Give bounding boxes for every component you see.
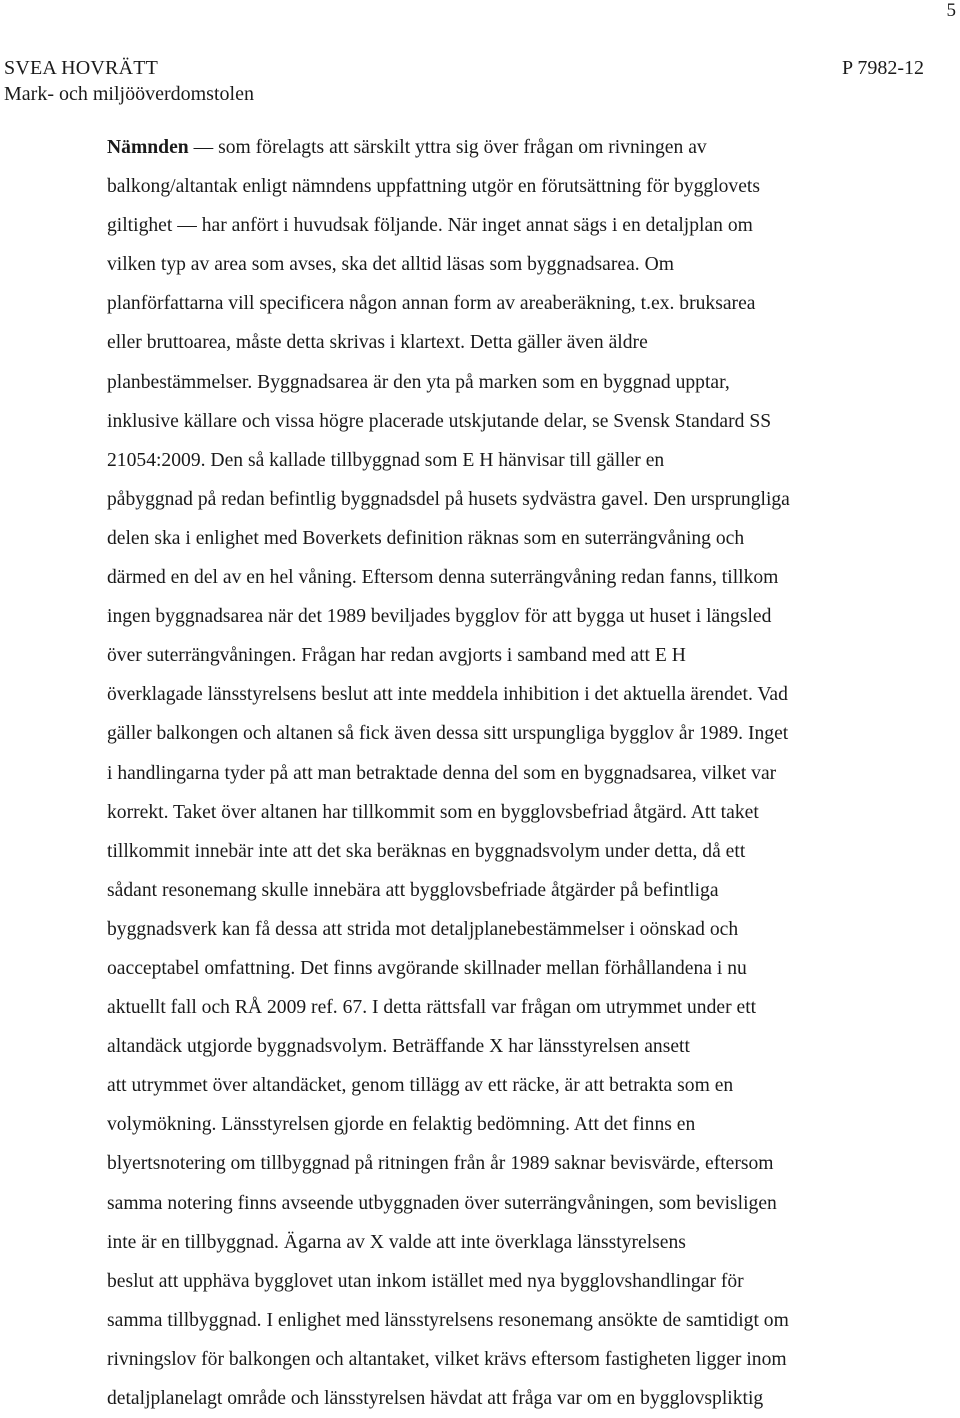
paragraph-text: — som förelagts att särskilt yttra sig över frågan om rivningen av balkong/altantak enligt nämndens uppfattning utgör en förutsättning för bygglovets giltighet — har anfört i huvudsak följande. När inget annat sägs i en detaljplan om vilken typ av area som avses, ska det alltid läsas som byggnadsarea. Om planförfattarna vill specificera någon annan form av areaberäkning, t.ex. bruksarea eller bruttoarea, måste detta skrivas i klartext. Detta gäller även äldre planbestämmelser. Byggnadsarea är den yta på marken som en byggnad upptar, inklusive källare och vissa högre placerade utskjutande delar, se Svensk Standard SS 21054:2009. Den så kallade tillbyggnad som E H hänvisar till gäller en påbyggnad på redan befintlig byggnadsdel på husets sydvästra gavel. Den ursprungliga delen ska i enlighet med Boverkets definition räknas som en suterrängvåning och därmed en del av en hel våning. Eftersom denna suterrängvåning redan fanns, tillkom ingen byggnadsarea när det 1989 beviljades bygglov för att bygga ut huset i längsled över suterrängvåningen. Frågan har redan avgjorts i samband med att E H överklagade länsstyrelsens beslut att inte meddela inhibition i det aktuella ärendet. Vad gäller balkongen och altanen så fick även dessa sitt urspungliga bygglov år 1989. Inget i handlingarna tyder på att man betraktade denna del som en byggnadsarea, vilket var korrekt. Taket över altanen har tillkommit som en bygglovsbefriad åtgärd. Att taket tillkommit innebär inte att det ska beräknas en byggnadsvolym under detta, då ett sådant resonemang skulle innebära att bygglovsbefriade åtgärder på befintliga byggnadsverk kan få dessa att strida mot detaljplanebestämmelser i oönskad och oacceptabel omfattning. Det finns avgörande skillnader mellan förhållandena i nu aktuellt fall och RÅ 2009 ref. 67. I detta rättsfall var frågan om utrymmet under ett altandäck utgjorde byggnadsvolym. Beträffande X har länsstyrelsen ansett att utrymmet över altandäcket, genom tillägg av ett räcke, är att betrakta som en volymökning. Länsstyrelsen gjorde en felaktig bedömning. Att det finns en blyertsnotering om tillbyggnad på ritningen från år 1989 saknar bevisvärde, eftersom samma notering finns avseende utbyggnaden över suterrängvåningen, som bevisligen inte är en tillbyggnad. Ägarna av X valde att inte överklaga länsstyrelsens beslut att upphäva bygglovet utan inkom istället med nya bygglovshandlingar för samma tillbyggnad. I enlighet med länsstyrelsens resonemang ansökte de samtidigt om rivningslov för balkongen och altantaket, vilket krävs eftersom fastigheten ligger inom detaljplanelagt område och länsstyrelsen hävdat att fråga var om en bygglovspliktig <box>107 137 790 1409</box>
court-division: Mark- och miljööverdomstolen <box>4 83 254 105</box>
body-paragraph <box>107 128 859 1418</box>
page-number: 5 <box>946 0 956 21</box>
paragraph-lead-word: Nämnden <box>107 137 189 158</box>
header-top-row <box>4 55 924 81</box>
document-header <box>4 55 924 107</box>
court-name: SVEA HOVRÄTT <box>4 57 159 79</box>
case-number: P 7982-12 <box>841 57 924 79</box>
